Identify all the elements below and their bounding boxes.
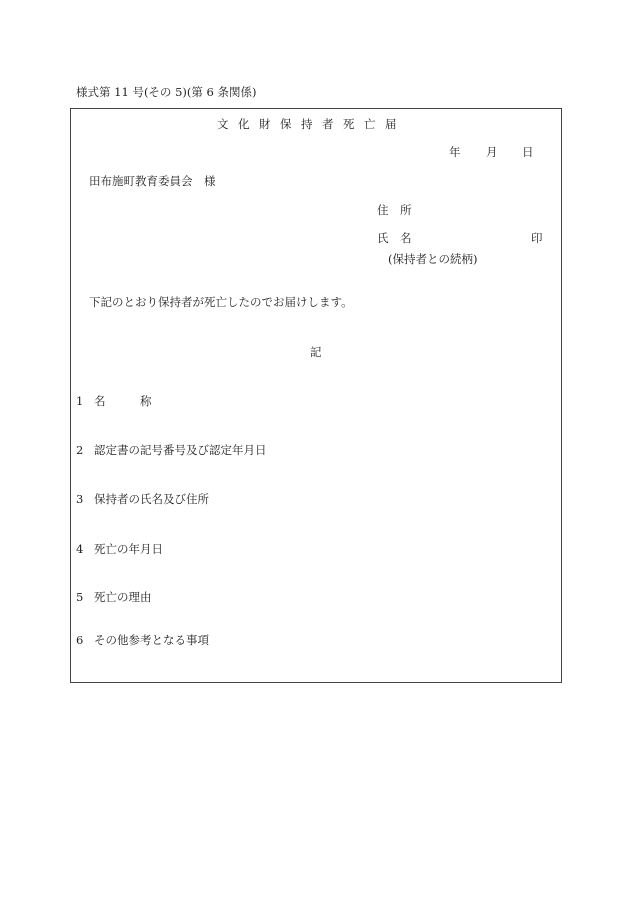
statement: 下記のとおり保持者が死亡したのでお届けします。 bbox=[89, 295, 353, 309]
item-label: 名 称 bbox=[94, 394, 152, 408]
name-label: 氏 名 bbox=[377, 231, 412, 245]
item-number: 1 bbox=[76, 394, 84, 408]
item-label: 認定書の記号番号及び認定年月日 bbox=[94, 443, 267, 457]
item-number: 5 bbox=[76, 590, 84, 604]
form-number: 様式第 11 号(その 5)(第 6 条関係) bbox=[76, 85, 257, 99]
item-number: 4 bbox=[76, 542, 84, 556]
record-heading: 記 bbox=[310, 345, 322, 359]
address-label: 住 所 bbox=[377, 203, 412, 217]
date-month: 月 bbox=[486, 145, 498, 159]
item-label: 死亡の理由 bbox=[94, 590, 152, 604]
date-day: 日 bbox=[522, 145, 534, 159]
item-number: 3 bbox=[76, 492, 84, 506]
item-label: 保持者の氏名及び住所 bbox=[94, 492, 209, 506]
item-label: 死亡の年月日 bbox=[94, 542, 163, 556]
addressee: 田布施町教育委員会 様 bbox=[89, 174, 216, 188]
seal-mark: 印 bbox=[531, 231, 543, 245]
relationship-label: (保持者との続柄) bbox=[388, 252, 478, 266]
item-number: 2 bbox=[76, 443, 84, 457]
item-number: 6 bbox=[76, 633, 84, 647]
date-year: 年 bbox=[449, 145, 461, 159]
item-label: その他参考となる事項 bbox=[94, 633, 209, 647]
form-title: 文化財保持者死亡届 bbox=[217, 117, 406, 131]
